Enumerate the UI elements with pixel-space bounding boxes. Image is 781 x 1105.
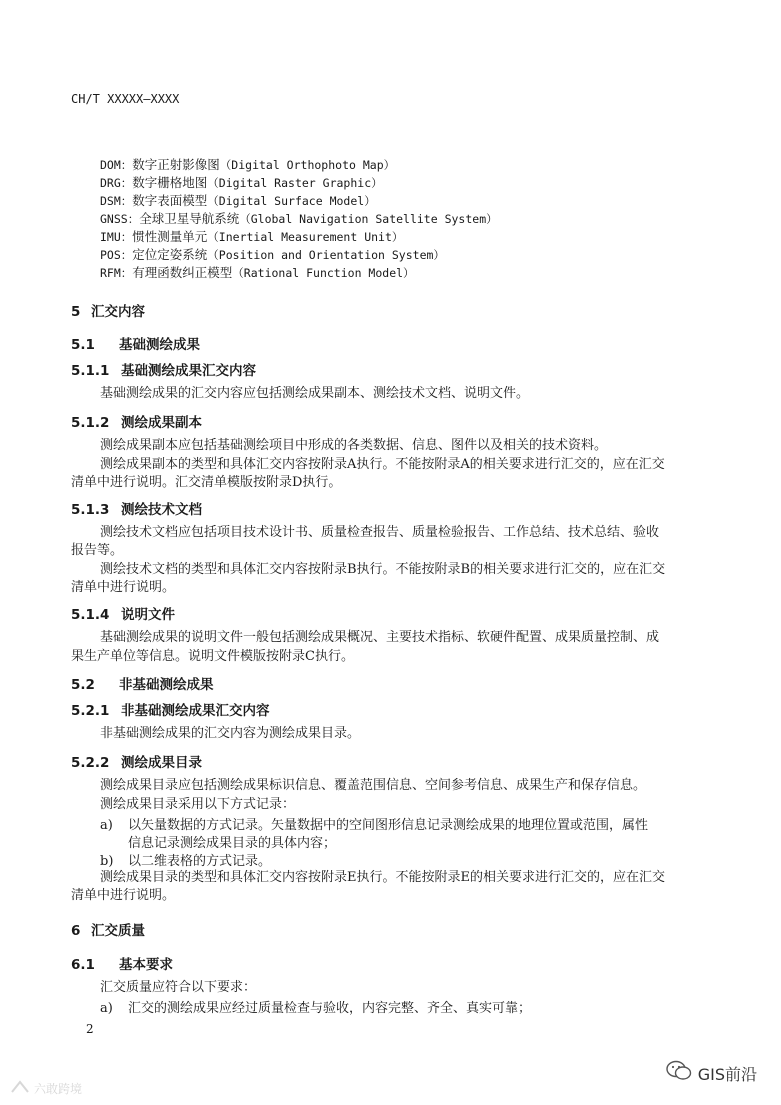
abbreviation-item: GNSS：全球卫星导航系统（Global Navigation Satellite System） — [100, 211, 498, 226]
logo-icon — [10, 1080, 30, 1097]
list-item: a) 汇交的测绘成果应经过质量检查与验收，内容完整、齐全、真实可靠； — [100, 1001, 532, 1016]
paragraph: 测绘成果目录采用以下方式记录： — [100, 797, 296, 812]
section-5-1-heading: 5.1 基础测绘成果 — [71, 337, 200, 353]
paragraph: 测绘成果目录应包括测绘成果标识信息、覆盖范围信息、空间参考信息、成果生产和保存信息。 — [100, 778, 647, 793]
paragraph: 清单中进行说明。 — [71, 580, 176, 595]
paragraph: 清单中进行说明。 — [71, 888, 176, 903]
paragraph: 测绘成果目录的类型和具体汇交内容按附录E执行。不能按附录E的相关要求进行汇交的，应在汇交 — [100, 870, 665, 885]
abbreviation-item: DOM：数字正射影像图（Digital Orthophoto Map） — [100, 157, 396, 172]
list-item: a) 以矢量数据的方式记录。矢量数据中的空间图形信息记录测绘成果的地理位置或范围，属性 — [100, 818, 649, 833]
list-item: b) 以二维表格的方式记录。 — [100, 854, 272, 869]
document-header: CH/T XXXXX—XXXX — [71, 92, 180, 106]
list-item-continuation: 信息记录测绘成果目录的具体内容； — [128, 836, 337, 851]
section-5-1-2-heading: 5.1.2 测绘成果副本 — [71, 415, 202, 431]
section-6-1-heading: 6.1 基本要求 — [71, 957, 173, 973]
watermark — [666, 1060, 757, 1086]
abbreviation-item: POS：定位定姿系统（Position and Orientation System） — [100, 247, 445, 262]
paragraph: 报告等。 — [71, 543, 124, 558]
paragraph: 基础测绘成果的说明文件一般包括测绘成果概况、主要技术指标、软硬件配置、成果质量控制、成 — [100, 630, 660, 645]
watermark-left-text: 六敢跨境 — [34, 1082, 83, 1096]
section-5-1-4-heading: 5.1.4 说明文件 — [71, 607, 175, 623]
section-5-1-1-heading: 5.1.1 基础测绘成果汇交内容 — [71, 363, 256, 379]
watermark-text: GIS前沿 — [697, 1064, 757, 1084]
paragraph: 清单中进行说明。汇交清单模版按附录D执行。 — [71, 475, 342, 490]
abbreviation-item: RFM：有理函数纠正模型（Rational Function Model） — [100, 265, 415, 280]
watermark-left — [10, 1080, 82, 1097]
abbreviation-item: DRG：数字栅格地图（Digital Raster Graphic） — [100, 175, 383, 190]
section-6-heading: 6 汇交质量 — [71, 923, 145, 939]
paragraph: 测绘成果副本应包括基础测绘项目中形成的各类数据、信息、图件以及相关的技术资料。 — [100, 438, 608, 453]
section-5-2-heading: 5.2 非基础测绘成果 — [71, 677, 214, 693]
section-5-heading: 5 汇交内容 — [71, 304, 145, 320]
page-number: 2 — [86, 1022, 94, 1036]
paragraph: 非基础测绘成果的汇交内容为测绘成果目录。 — [100, 726, 361, 741]
section-5-1-3-heading: 5.1.3 测绘技术文档 — [71, 502, 202, 518]
paragraph: 测绘技术文档的类型和具体汇交内容按附录B执行。不能按附录B的相关要求进行汇交的，应在汇交 — [100, 562, 666, 577]
abbreviation-item: IMU：惯性测量单元（Inertial Measurement Unit） — [100, 229, 404, 244]
paragraph: 果生产单位等信息。说明文件模版按附录C执行。 — [71, 649, 354, 664]
wechat-icon — [666, 1060, 692, 1086]
paragraph: 测绘技术文档应包括项目技术设计书、质量检查报告、质量检验报告、工作总结、技术总结、验收 — [100, 525, 660, 540]
paragraph: 基础测绘成果的汇交内容应包括测绘成果副本、测绘技术文档、说明文件。 — [100, 386, 530, 401]
abbreviation-item: DSM：数字表面模型（Digital Surface Model） — [100, 193, 376, 208]
section-5-2-1-heading: 5.2.1 非基础测绘成果汇交内容 — [71, 703, 270, 719]
paragraph: 汇交质量应符合以下要求： — [100, 980, 257, 995]
section-5-2-2-heading: 5.2.2 测绘成果目录 — [71, 755, 202, 771]
paragraph: 测绘成果副本的类型和具体汇交内容按附录A执行。不能按附录A的相关要求进行汇交的，应在汇交 — [100, 457, 665, 472]
